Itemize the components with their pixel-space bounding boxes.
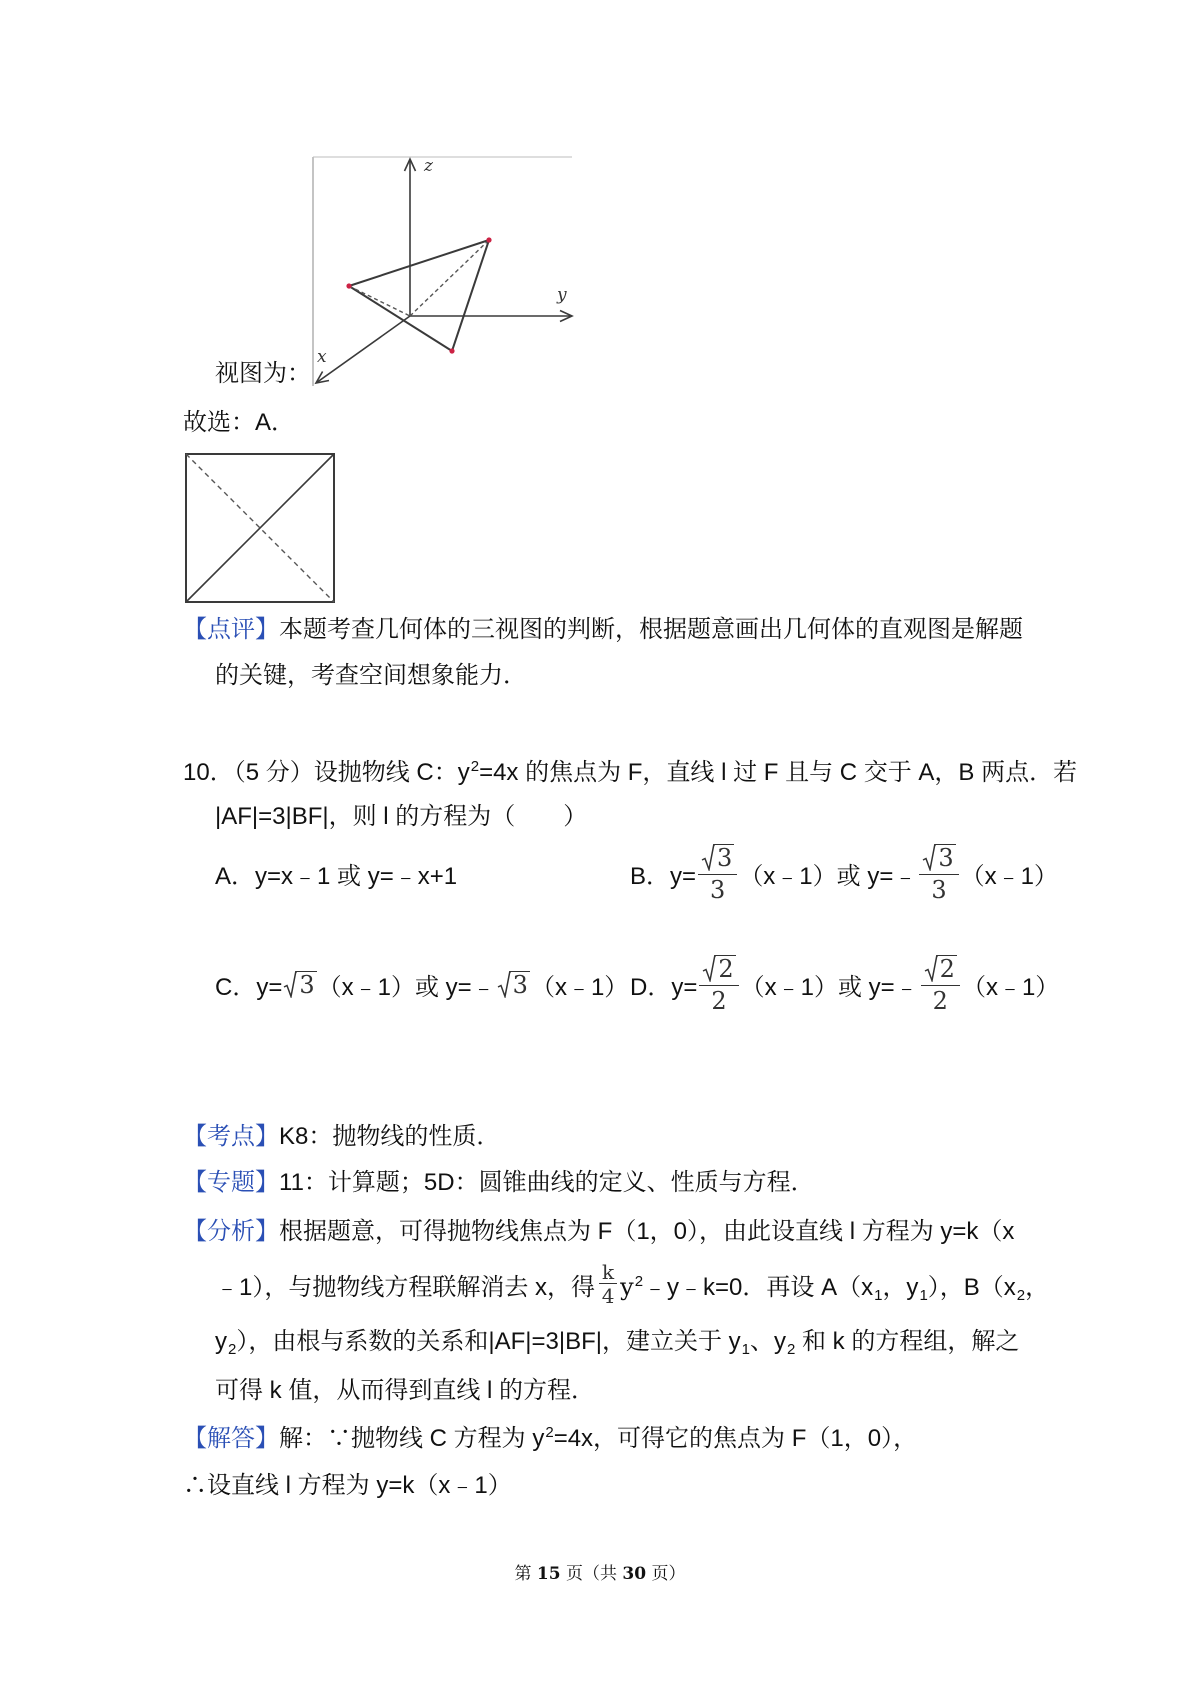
vertex-point [449,348,454,353]
fraction-numerator [698,844,737,875]
text-run: 、y [750,1328,786,1355]
text-run: ， [1025,1273,1050,1301]
radicand: 3 [299,970,315,999]
topic-tag: 【专题】 [183,1169,279,1196]
text-run: B．y= [630,862,697,890]
footer-middle: 页（共 [560,1564,623,1584]
radical-sign-icon [283,971,297,998]
square-root [924,955,957,982]
question-line-2: |AF|=3|BF|，则 l 的方程为（ ） [215,803,588,830]
option-d [630,949,1059,1019]
page-total: 30 [622,1564,647,1584]
text-run: 和 k 的方程组，解之 [795,1328,1020,1355]
text-run: K8：抛物线的性质． [279,1123,501,1150]
square-root [497,971,530,998]
text-run: （x﹣1）或 y=﹣ [317,973,496,1001]
footer-suffix: 页） [646,1564,686,1584]
comment-tag: 【点评】 [183,616,279,643]
vertex-point [346,283,351,288]
subscript: 1 [874,1286,883,1304]
radical-sign-icon [924,955,938,982]
text-run: （x﹣1） [960,862,1058,890]
text-run: 11：计算题；5D：圆锥曲线的定义、性质与方程． [279,1169,815,1196]
text-run: ，y [882,1273,919,1301]
solution-line-1 [183,1422,917,1456]
radicand: 2 [939,955,955,983]
subscript: 2 [787,1341,796,1358]
text-run [620,1267,1049,1302]
fraction-numerator [921,955,960,986]
fraction-denominator: 2 [932,987,948,1015]
superscript: 2 [470,758,480,775]
answer-line: 故选：A． [183,409,296,436]
text-run: 解：∵抛物线 C 方程为 y [279,1425,545,1452]
fraction [698,844,737,902]
text-run: 本题考查几何体的三视图的判断，根据题意画出几何体的直观图是解题 [279,616,1023,643]
radical-sign-icon [701,844,715,871]
text-run: =4x，可得它的焦点为 F（1，0）， [553,1425,918,1452]
option-b [630,838,1058,908]
fraction [599,1262,617,1306]
fraction-denominator: 3 [931,876,947,904]
radical-sign-icon [702,955,716,982]
view-caption: 视图为： [215,360,311,387]
key-point-tag: 【考点】 [183,1123,279,1150]
text-run: （x﹣1） [530,973,629,1001]
page-number: 15 [536,1564,561,1584]
square-root [283,971,316,998]
option-a [215,838,457,908]
page-footer [0,1562,1200,1586]
option-a-text: A．y=x﹣1 或 y=﹣x+1 [215,862,458,890]
fraction [919,844,958,902]
radicand: 3 [512,970,528,999]
edge-dashed-left [349,286,410,316]
fraction-denominator: 3 [710,876,726,904]
x-axis [316,316,410,383]
solution-line-2: ∴设直线 l 方程为 y=k（x﹣1） [183,1472,512,1499]
text-run: ﹣y﹣k=0．再设 A（x [643,1273,874,1301]
radicand: 2 [718,955,734,983]
radicand: 3 [717,844,733,872]
subscript: 1 [919,1286,928,1304]
key-point-line [183,1120,500,1154]
text-run: （x﹣1）或 y=﹣ [740,973,919,1001]
comment-line-1 [183,613,1023,647]
text-run: =4x 的焦点为 F，直线 l 过 F 且与 C 交于 A，B 两点．若 [479,759,1078,786]
text-run: y [215,1328,227,1355]
radical-sign-icon [497,971,511,998]
superscript: 2 [545,1424,554,1441]
fraction-numerator: k [599,1262,617,1284]
square-root [922,844,955,871]
text-run: C．y= [215,973,283,1001]
text-run: （x﹣1） [961,973,1060,1001]
fraction [699,955,738,1013]
text-run: ﹣1），与抛物线方程联解消去 x，得 [215,1273,596,1301]
z-axis-label: z [424,156,433,176]
footer-prefix: 第 [514,1564,537,1584]
text-run: （x﹣1）或 y=﹣ [739,862,918,890]
edge-solid-right [452,240,489,351]
text-run: ），由根与系数的关系和|AF|=3|BF|，建立关于 y [236,1328,741,1355]
analysis-tag: 【分析】 [183,1218,279,1245]
text-run: 根据题意，可得抛物线焦点为 F（1，0），由此设直线 l 方程为 y=k（x [279,1218,1015,1245]
text-run: ），B（x [927,1273,1016,1301]
fraction-denominator: 2 [711,987,727,1015]
coordinate-figure [300,150,580,390]
square-root [701,844,734,871]
variable: y [620,1272,634,1301]
text-run: D．y= [630,973,698,1001]
vertex-point [486,237,491,242]
analysis-line-1 [183,1215,1014,1249]
solution-tag: 【解答】 [183,1425,279,1452]
fraction-numerator [919,844,958,875]
superscript: 2 [634,1272,644,1290]
y-axis-label: y [557,285,567,305]
radicand: 3 [938,844,954,872]
fraction [921,955,960,1013]
fraction-denominator: 4 [601,1284,615,1308]
analysis-line-3 [215,1325,1019,1359]
option-c [215,949,628,1019]
text-run: 10．（5 分）设抛物线 C：y [183,759,470,786]
topic-line [183,1166,815,1200]
comment-line-2: 的关键，考查空间想象能力． [215,662,527,689]
subscript: 1 [741,1341,750,1358]
edge-solid-bottom [349,286,452,351]
subscript: 2 [1016,1286,1026,1304]
radical-sign-icon [922,844,936,871]
analysis-line-4: 可得 k 值，从而得到直线 l 的方程． [215,1377,596,1404]
subscript: 2 [228,1341,237,1358]
edge-solid-top [349,240,489,286]
view-square-figure [180,448,342,610]
question-line-1 [183,756,1077,790]
fraction-numerator [699,955,738,986]
analysis-line-2 [215,1254,1049,1314]
square-root [702,955,735,982]
x-axis-label: x [317,347,327,367]
